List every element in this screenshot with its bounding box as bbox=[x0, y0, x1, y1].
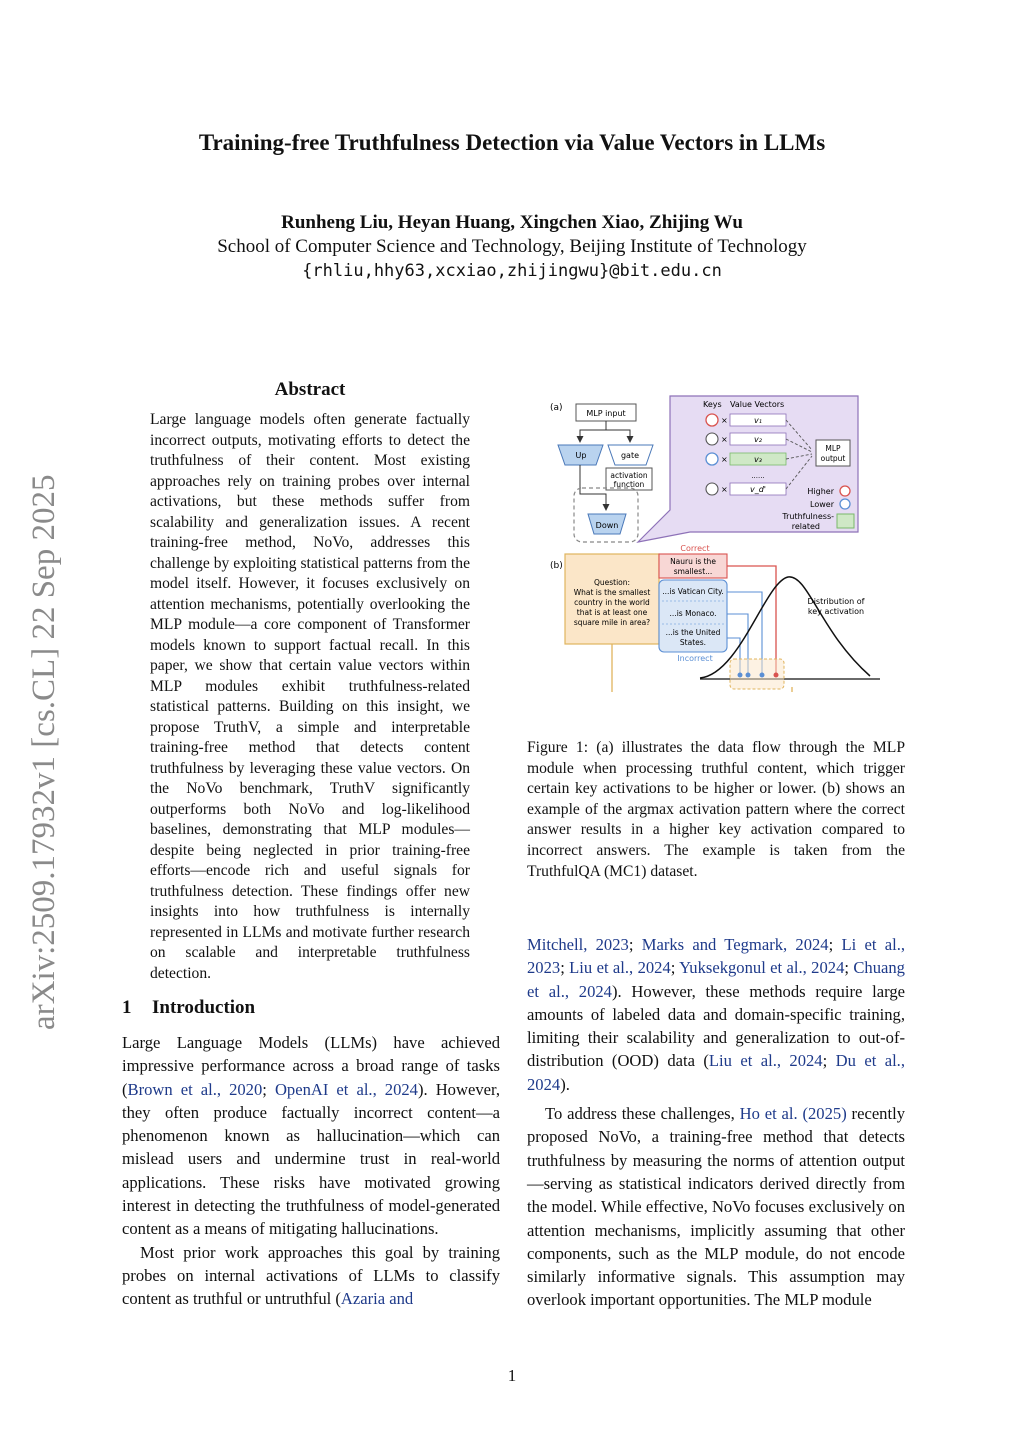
author-list: Runheng Liu, Heyan Huang, Xingchen Xiao, Zhijing Wu bbox=[281, 212, 743, 233]
citation-link[interactable]: Marks and Tegmark, 2024 bbox=[641, 935, 829, 954]
incorrect-activation-point bbox=[746, 673, 751, 678]
times-sign: × bbox=[721, 435, 728, 444]
value-vectors-label: Value Vectors bbox=[730, 400, 785, 409]
intro-paragraph-1 bbox=[122, 1031, 500, 1241]
text-span: Large Language Models (LLMs) have achieved impressive performance across a broad range of tasks ( bbox=[122, 1033, 500, 1099]
page-number: 1 bbox=[507, 1366, 517, 1385]
citation-link[interactable]: Liu et al., 2024 bbox=[708, 1051, 823, 1071]
question-line: What is the smallest bbox=[573, 588, 651, 597]
value-vector-2-label: v₂ bbox=[754, 435, 762, 444]
question-label: Question: bbox=[593, 578, 631, 587]
figure-1 bbox=[540, 392, 880, 692]
correct-label: Correct bbox=[680, 544, 710, 553]
distribution-label-2: key activation bbox=[807, 607, 865, 616]
times-sign: × bbox=[721, 416, 728, 425]
panel-a-label: (a) bbox=[550, 403, 563, 413]
arrow-to-up bbox=[580, 421, 606, 442]
times-sign: × bbox=[721, 455, 728, 464]
citation-link[interactable]: Du et al., 2024 bbox=[527, 1051, 905, 1094]
author-emails: {rhliu,hhy63,xcxiao,zhijingwu}@bit.edu.cn bbox=[302, 261, 722, 281]
times-sign: × bbox=[721, 485, 728, 494]
mlp-input-label: MLP input bbox=[586, 409, 626, 418]
activation-label-2: function bbox=[613, 480, 645, 489]
citation-link[interactable]: Chuang et al., 2024 bbox=[527, 958, 905, 1001]
citation-link[interactable]: OpenAI et al., 2024 bbox=[274, 1079, 418, 1099]
citation-link[interactable]: Brown et al., 2020 bbox=[127, 1079, 263, 1099]
question-line: square mile in area? bbox=[573, 618, 651, 627]
arxiv-identifier: arXiv:2509.17932v1 [cs.CL] 22 Sep 2025 bbox=[26, 474, 62, 1030]
key-activation-1 bbox=[706, 414, 718, 426]
intro-left-column bbox=[122, 1031, 500, 1311]
figure-1-caption: Figure 1: (a) illustrates the data flow through the MLP module when processing truthful content, which trigger certain key activations to be higher or lower. (b) shows an example of the argmax activation pattern where the correct answer results in a higher key activation compared to incorrect answers. The example is taken from the TruthfulQA (MC1) dataset. bbox=[527, 739, 905, 880]
text-span: ; bbox=[628, 935, 642, 954]
citation-link[interactable]: Li et al., 2023 bbox=[527, 935, 905, 978]
text-span: ; bbox=[844, 958, 854, 978]
text-span: ). However, these methods require large amounts of labeled data and domain-specific training, limiting their scalability and generalization to out-of-distribution (OOD) data ( bbox=[527, 981, 905, 1071]
section-number: 1 bbox=[122, 997, 132, 1018]
correct-answer-line-2: smallest... bbox=[673, 567, 713, 576]
legend-lower-label: Lower bbox=[810, 500, 834, 509]
section-heading-introduction bbox=[122, 997, 255, 1019]
citation-link[interactable]: Yuksekgonul et al., 2024 bbox=[679, 958, 845, 978]
incorrect-activation-point bbox=[738, 673, 743, 678]
abstract-body: Large language models often generate factually incorrect outputs, motivating efforts to detect the truthfulness of their content. Most existing approaches rely on training probes over internal activations, but these methods suffer from scalability and generalization issues. A recent training-free method, NoVo, addresses this challenge by exploiting statistical patterns from the model itself. However, it focuses exclusively on attention mechanisms, potentially overlooking the MLP module—a core component of Transformer models known to support factual recall. In this paper, we show that certain value vectors within MLP modules exhibit truthfulness-related statistical patterns. Building on this insight, we propose TruthV, a simple and interpretable training-free method that detects content truthfulness by leveraging these value vectors. On the NoVo benchmark, TruthV significantly outperforms both NoVo and log-likelihood baselines, demonstrating that MLP modules—despite being neglected in prior training-free efforts—encode rich and useful signals for truthfulness detection. These findings offer new insights into how truthfulness is internally represented in LLMs and motivate further research on scalable and interpretable truthfulness detection. bbox=[150, 411, 470, 982]
question-line: that is at least one bbox=[576, 608, 648, 617]
incorrect-answer-3-line-1: ...is the United bbox=[665, 628, 721, 637]
section-title: Introduction bbox=[152, 997, 256, 1018]
value-vector-1-label: v₁ bbox=[754, 416, 762, 425]
arrow-to-gate bbox=[606, 430, 630, 442]
ellipsis: ...... bbox=[751, 472, 765, 480]
text-span: ; bbox=[262, 1079, 275, 1099]
citation-link[interactable]: Azaria and bbox=[340, 1289, 414, 1309]
mlp-output-label-2: output bbox=[820, 454, 846, 463]
key-activation-2 bbox=[706, 433, 718, 445]
text-span: ; bbox=[822, 1051, 836, 1071]
panel-b-label: (b) bbox=[550, 561, 563, 571]
citation-link[interactable]: Mitchell, 2023 bbox=[527, 935, 629, 954]
down-label: Down bbox=[595, 521, 619, 530]
text-span: Most prior work approaches this goal by training probes on internal activations of LLMs to classify content as truthful or untruthful ( bbox=[122, 1242, 500, 1309]
intro-paragraph-2 bbox=[122, 1241, 500, 1311]
text-span: recently proposed NoVo, a training-free method that detects truthfulness by measuring the norms of attention output—serving as statistical indicators derived directly from the model. While effective, NoVo focuses exclusively on attention mechanisms, implicitly assuming that other components, such as the MLP module, do not encode similarly informative signals. This assumption may overlook important opportunities. The MLP module bbox=[527, 1104, 905, 1310]
intro-paragraph-3 bbox=[527, 933, 905, 1096]
legend-lower-icon bbox=[840, 499, 850, 509]
legend-higher-label: Higher bbox=[807, 487, 834, 496]
intro-paragraph-4 bbox=[527, 1102, 905, 1312]
correct-answer-line-1: Nauru is the bbox=[670, 557, 716, 566]
text-span: ). However, they often produce factually incorrect content—a phenomenon known as hallucination—which can mislead users and undermine trust in real-world applications. These risks have motivated growing interest in detecting the truthfulness of model-generated content as a means of mitigating hallucinations. bbox=[122, 1079, 500, 1239]
figure-1-diagram bbox=[540, 392, 880, 692]
key-activation-d bbox=[706, 483, 718, 495]
text-span: ; bbox=[828, 935, 842, 954]
text-span: ; bbox=[560, 958, 570, 978]
citation-link[interactable]: Liu et al., 2024 bbox=[569, 958, 671, 978]
incorrect-answer-3-line-2: States. bbox=[679, 638, 707, 647]
paper-title: Training-free Truthfulness Detection via Value Vectors in LLMs bbox=[198, 130, 826, 155]
text-span: ; bbox=[670, 958, 680, 978]
legend-truth-icon bbox=[837, 514, 854, 528]
key-activation-3 bbox=[706, 453, 718, 465]
mlp-output-label-1: MLP bbox=[825, 444, 841, 453]
correct-activation-point bbox=[774, 673, 779, 678]
keys-label: Keys bbox=[703, 400, 722, 409]
question-line: country in the world bbox=[574, 598, 650, 607]
abstract-heading: Abstract bbox=[274, 379, 346, 400]
legend-higher-icon bbox=[840, 486, 850, 496]
incorrect-answer-1: ...is Vatican City. bbox=[662, 587, 724, 596]
affiliation: School of Computer Science and Technology, Beijing Institute of Technology bbox=[217, 236, 807, 257]
activation-label-1: activation bbox=[610, 471, 648, 480]
distribution-label-1: Distribution of bbox=[807, 597, 865, 606]
legend-truth-label-1: Truthfulness- bbox=[782, 512, 834, 521]
text-span: ). bbox=[560, 1074, 570, 1094]
citation-link[interactable]: Ho et al. (2025) bbox=[739, 1104, 847, 1124]
gate-label: gate bbox=[620, 451, 640, 460]
legend-truth-label-2: related bbox=[791, 522, 820, 531]
incorrect-answer-2: ...is Monaco. bbox=[669, 609, 717, 618]
intro-right-column bbox=[527, 933, 905, 1312]
incorrect-activation-point bbox=[760, 673, 765, 678]
value-vector-d-label: v_d' bbox=[749, 485, 767, 494]
text-span: To address these challenges, bbox=[545, 1104, 740, 1124]
value-vector-3-label: v₃ bbox=[754, 455, 762, 464]
up-label: Up bbox=[575, 451, 587, 460]
incorrect-label: Incorrect bbox=[677, 654, 713, 663]
correct-path bbox=[727, 566, 776, 674]
